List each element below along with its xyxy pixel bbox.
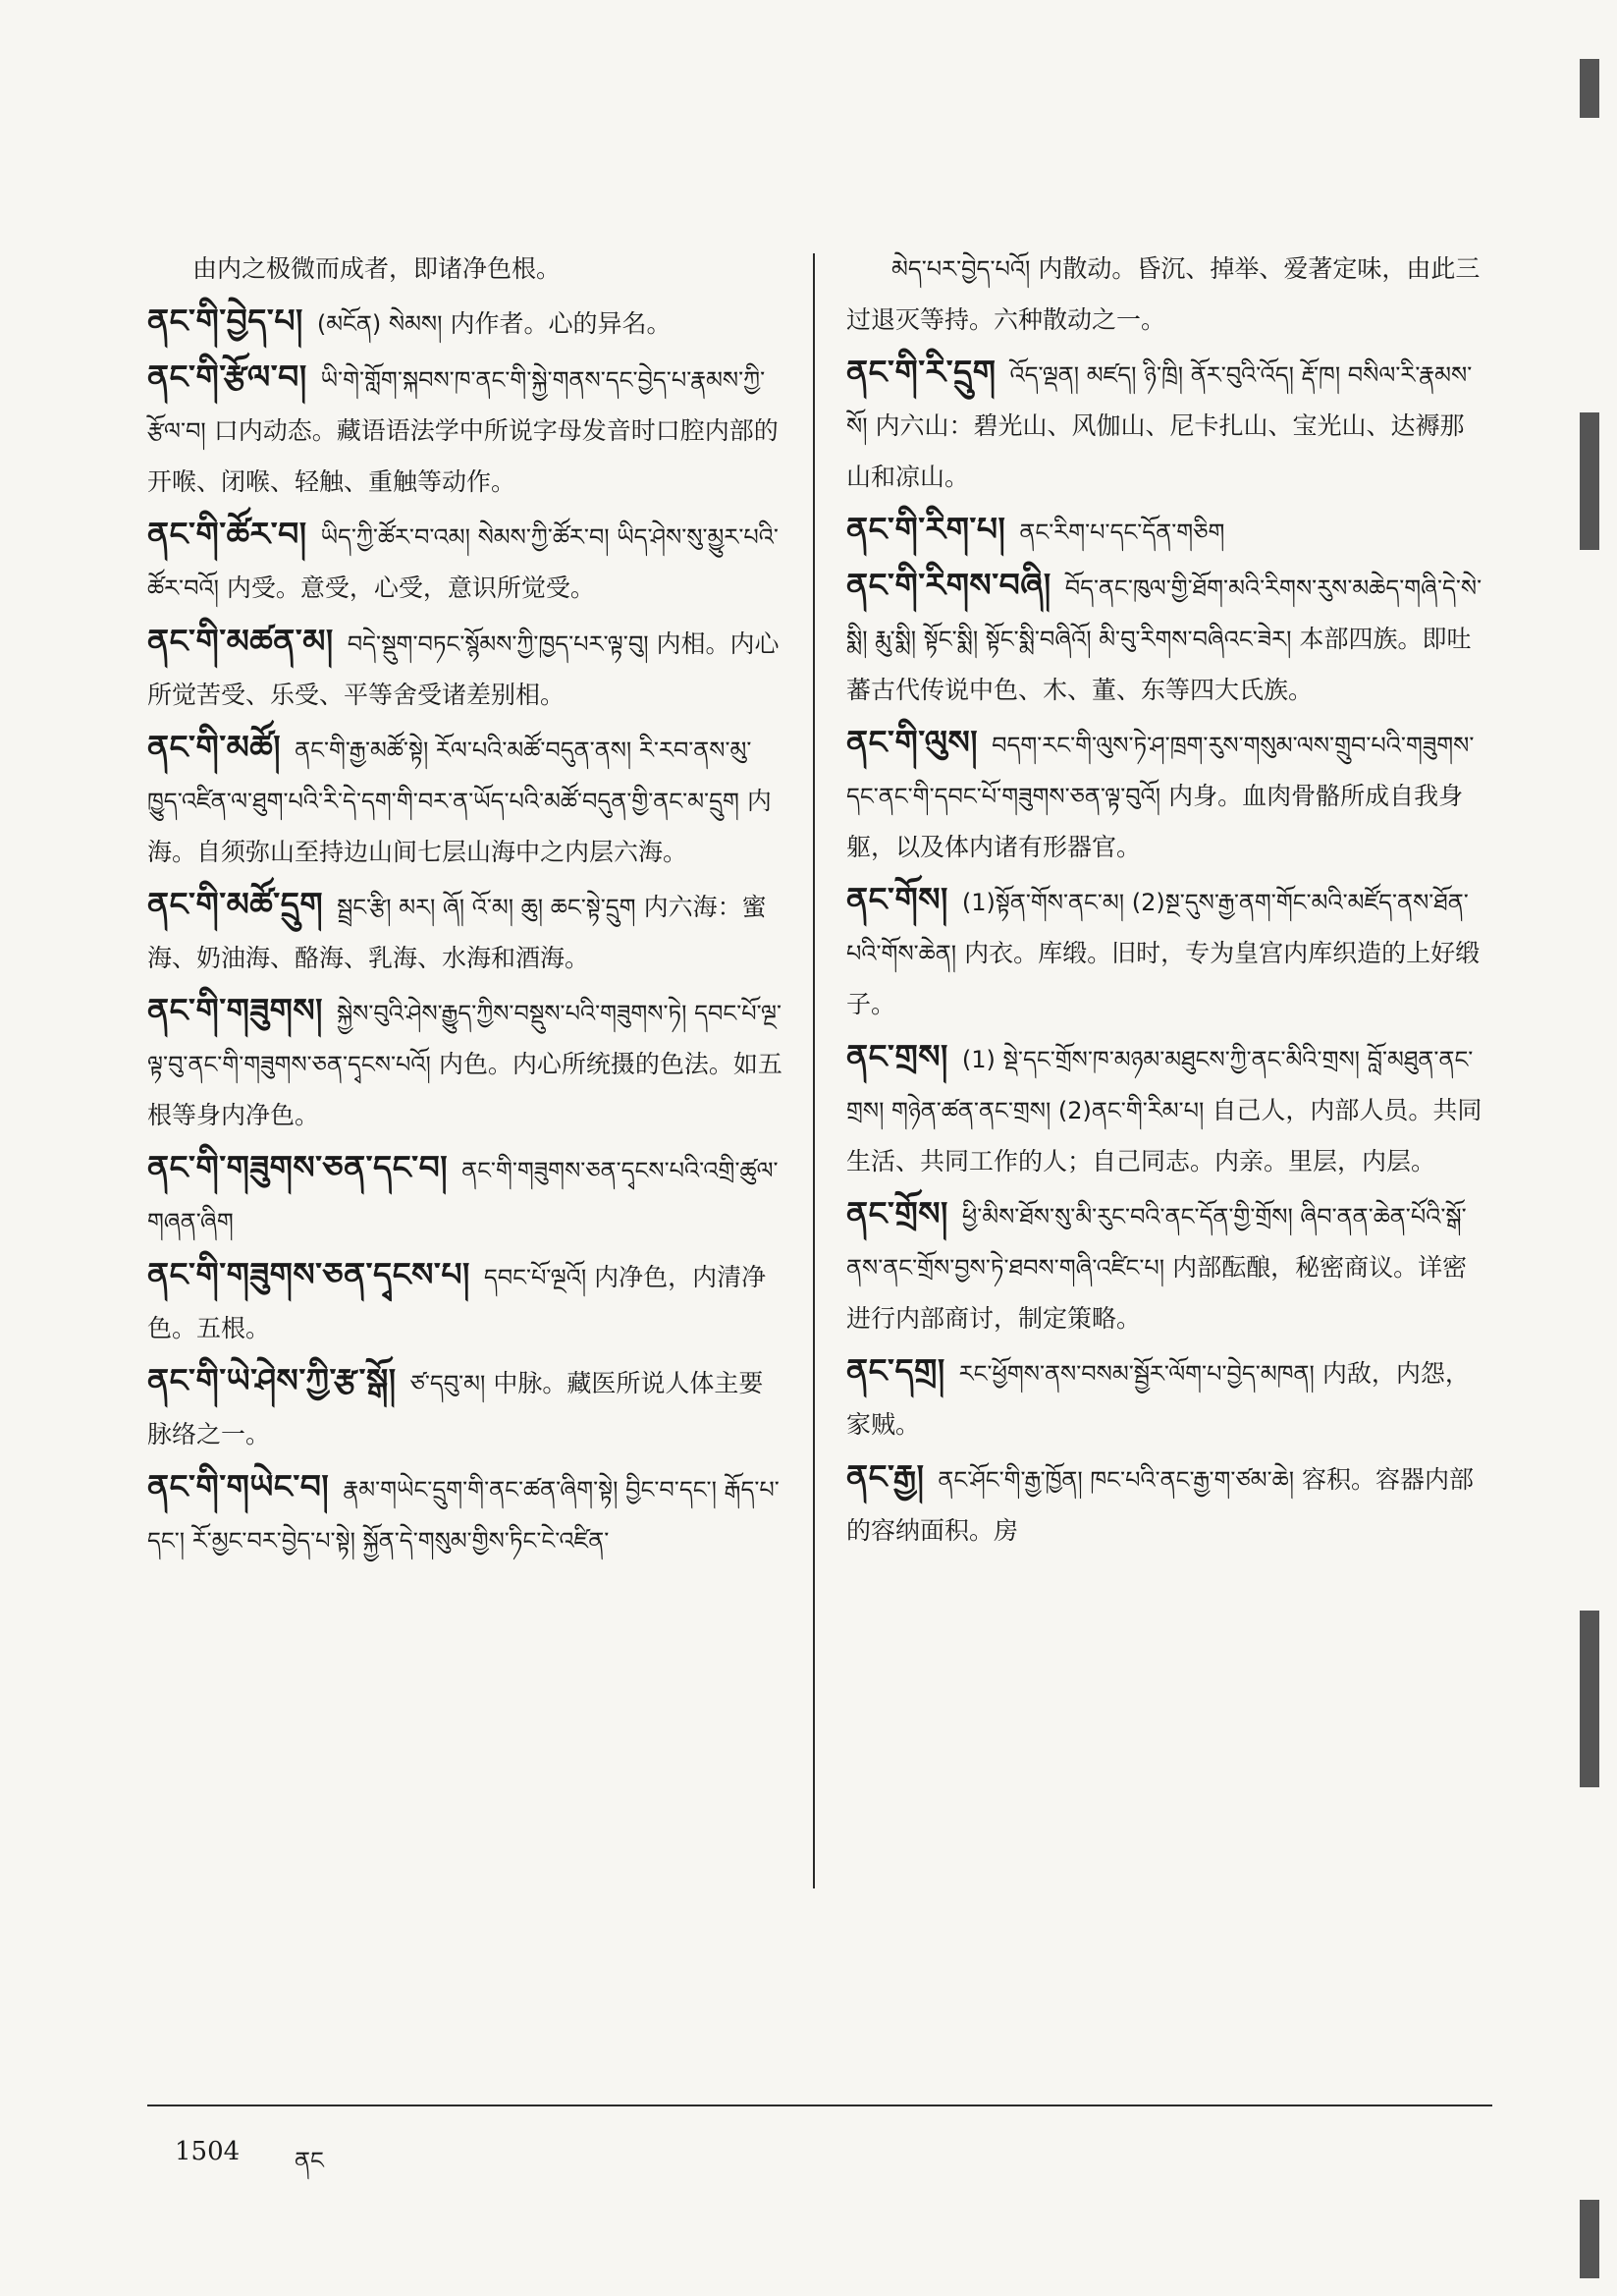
entry-tibetan-gloss: བདེ་སྡུག་བཏང་སྙོམས་ཀྱི་ཁྱད་པར་ལྟ་བུ།: [347, 630, 649, 658]
entry-headword: ནང་གི་རིག་པ།: [846, 510, 1006, 548]
dictionary-entry: [147, 879, 785, 983]
dictionary-entry: [147, 616, 785, 720]
dictionary-entry: [846, 1345, 1484, 1449]
entry-tibetan-gloss: (1)སྟོན་གོས་ནང་མ། (2)སྔ་དུས་རྒྱ་ནག་གོང་མའི་མཛོད་ནས་ཐོན་པའི་གོས་ཆེན།: [846, 889, 1469, 967]
entry-tibetan-gloss: རྣམ་གཡེང་དྲུག་གི་ནང་ཚན་ཞིག་སྟེ། བྱིང་བ་དང་། རྒོད་པ་དང་། རོ་མྱང་བར་བྱེད་པ་སྟེ། སྐྱོན་དེ་གསུམ་གྱིས་ཏིང་ངེ་འཛིན་: [147, 1476, 780, 1555]
entry-headword: ནང་གི་གཟུགས་ཅན་དང་བ།: [147, 1148, 449, 1186]
entry-tibetan-gloss: བོད་ནང་ཁུལ་གྱི་ཐོག་མའི་རིགས་རུས་མཆེད་གཞི་དེ་སེ་སྨི། རྨུ་སྨི། སྟོང་སྨི། སྟོང་སྨི་བཞིའོ། མི་བུ་རིགས་བཞིའང་ཟེར།: [846, 574, 1482, 653]
entry-tibetan-gloss: (མངོན) སེམས།: [316, 310, 443, 338]
entry-tibetan-gloss: རང་ཕྱོགས་ནས་བསམ་སྦྱོར་ལོག་པ་བྱེད་མཁན།: [958, 1360, 1315, 1388]
entry-headword: ནང་གྲོས།: [846, 1194, 948, 1232]
entry-definition: 由内之极微而成者，即诸净色根。: [192, 254, 562, 283]
entry-headword: ནང་གི་རྩོལ་བ།: [147, 357, 307, 396]
entry-definition: 内身。血肉骨骼所成自我身躯，以及体内诸有形器官。: [846, 782, 1464, 861]
left-column: [147, 244, 785, 1568]
entry-headword: ནང་གི་རི་དྲུག: [846, 353, 997, 391]
entry-definition: 本部四族。即吐蕃古代传说中色、木、董、东等四大氏族。: [846, 625, 1472, 704]
entry-definition: 内六山：碧光山、风伽山、尼卡扎山、宝光山、达褥那山和凉山。: [846, 411, 1465, 491]
entry-definition: 内散动。昏沉、掉举、爱著定味，由此三过退灭等持。六种散动之一。: [846, 254, 1481, 334]
right-column: [846, 244, 1484, 1558]
dictionary-entry: [846, 1031, 1484, 1186]
entry-tibetan-gloss: ནང་གི་རྒྱ་མཚོ་སྟེ། རོལ་པའི་མཚོ་བདུན་ནས། རི་རབ་ནས་མུ་ཁྱུད་འཛིན་ལ་ཐུག་པའི་རི་དེ་དག་གི་བར་ན་ཡོད་པའི་མཚོ་བདུན་གྱི་ནང་མ་དྲུག: [147, 737, 752, 815]
dictionary-entry: [147, 1461, 785, 1566]
entry-headword: ནང་གི་མཚན་མ།: [147, 622, 334, 660]
entry-headword: ནང་གི་ལུས།: [846, 723, 979, 761]
dictionary-entry: [147, 509, 785, 614]
entry-tibetan-gloss: ཡིད་ཀྱི་ཚོར་བ་འམ། སེམས་ཀྱི་ཚོར་བ། ཡིད་ཤེས་སུ་མྱུར་པའི་ཚོར་བའོ།: [147, 523, 779, 602]
entry-headword: ནང་གི་ཚོར་བ།: [147, 515, 307, 553]
dictionary-entry: [846, 504, 1484, 558]
entry-headword: ནང་གི་རིགས་བཞི།: [846, 566, 1051, 604]
dictionary-entry: [147, 985, 785, 1140]
entry-headword: ནང་གི་བྱེད་པ།: [147, 301, 303, 340]
dictionary-entry: [846, 874, 1484, 1029]
entry-tibetan-gloss: (1) སྡེ་དང་གྲོས་ཁ་མཉམ་མཐུངས་ཀྱི་ནང་མིའི་གྲས། བློ་མཐུན་ནང་གྲས། གཉེན་ཚན་ནང་གྲས། (2)ནང་གི་རིམ་པ།: [846, 1046, 1474, 1124]
dictionary-entry: [147, 1142, 785, 1247]
entry-definition: 自己人，内部人员。共同生活、共同工作的人；自己同志。内亲。里层，内层。: [846, 1096, 1482, 1175]
entry-definition: 内受。意受，心受，意识所觉受。: [226, 574, 595, 602]
entry-continuation: [147, 244, 785, 294]
entry-headword: ནང་གི་མཚོ།: [147, 728, 282, 766]
running-head: ནང: [295, 2147, 324, 2174]
entry-definition: 内相。内心所觉苦受、乐受、平等舍受诸差别相。: [147, 629, 780, 709]
entry-definition: 内部酝酿，秘密商议。详密进行内部商讨，制定策略。: [846, 1253, 1468, 1333]
entry-tibetan-gloss: བདག་རང་གི་ལུས་ཏེ་ཤ་ཁྲག་རུས་གསུམ་ལས་གྲུབ་པའི་གཟུགས་དང་ནང་གི་དབང་པོ་གཟུགས་ཅན་ལྟ་བུའོ།: [846, 732, 1475, 810]
entry-definition: 中脉。藏医所说人体主要脉络之一。: [147, 1369, 764, 1449]
entry-tibetan-gloss: ཕྱི་མིས་ཐོས་སུ་མི་རུང་བའི་ནང་དོན་གྱི་གྲོས། ཞིབ་ནན་ཆེན་པོའི་སྒོ་ནས་ནང་གྲོས་བྱས་ཏེ་ཐབས་གཞི་འཛིང་པ།: [846, 1203, 1467, 1282]
entry-definition: 内色。内心所统摄的色法。如五根等身内净色。: [147, 1050, 782, 1129]
entry-tibetan-gloss: ཙ་དབུ་མ།: [409, 1370, 486, 1397]
entry-headword: ནང་གོས།: [846, 880, 948, 918]
entry-tibetan-gloss: ནང་རིག་པ་དང་དོན་གཅིག: [1019, 519, 1225, 546]
entry-headword: ནང་རྒྱ།: [846, 1457, 925, 1496]
dictionary-entry: [147, 1355, 785, 1459]
entry-tibetan-gloss: ཡི་གེ་གློག་སྐབས་ཁ་ནང་གི་སྐྱེ་གནས་དང་བྱེད་པ་རྣམས་ཀྱི་རྩོལ་བ།: [147, 366, 766, 445]
entry-headword: ནང་དགྲ།: [846, 1351, 945, 1390]
entry-tibetan-gloss: མེད་པར་བྱེད་པའོ།: [891, 255, 1031, 283]
dictionary-entry: [846, 1188, 1484, 1343]
entry-definition: 内净色，内清净色。五根。: [147, 1263, 767, 1342]
entry-headword: ནང་གི་གཟུགས།: [147, 991, 323, 1029]
entry-headword: ནང་གི་གཟུགས་ཅན་དྭངས་པ།: [147, 1255, 470, 1293]
dictionary-entry: [846, 717, 1484, 872]
dictionary-entry: [846, 560, 1484, 715]
entry-headword: ནང་གྲས།: [846, 1037, 948, 1075]
dictionary-entry: [147, 722, 785, 877]
entry-tibetan-gloss: སྐྱེས་བུའི་ཤེས་རྒྱུད་ཀྱིས་བསྡུས་པའི་གཟུགས་ཏེ། དབང་པོ་ལྔ་ལྟ་བུ་ནང་གི་གཟུགས་ཅན་དྭངས་པའོ།: [147, 1000, 782, 1078]
dictionary-entry: [846, 347, 1484, 502]
entry-tibetan-gloss: སྦྲང་རྩི། མར། ཞོ། འོ་མ། ཆུ། ཆང་སྟེ་དྲུག: [337, 894, 636, 921]
entry-tibetan-gloss: ནང་ཤོང་གི་རྒྱ་ཁྱོན། ཁང་པའི་ནང་རྒྱ་ག་ཙམ་ཆེ།: [938, 1466, 1295, 1494]
dictionary-entry: [147, 296, 785, 350]
scan-edge-mark: [1580, 412, 1599, 550]
entry-headword: ནང་གི་གཡེང་བ།: [147, 1467, 330, 1505]
scan-edge-mark: [1580, 59, 1599, 118]
entry-definition: 口内动态。藏语语法学中所说字母发音时口腔内部的开喉、闭喉、轻触、重触等动作。: [147, 416, 779, 496]
scan-edge-mark: [1580, 1611, 1599, 1787]
page-number: 1504: [175, 2137, 241, 2166]
entry-definition: 内作者。心的异名。: [450, 309, 672, 338]
entry-definition: 容积。容器内部的容纳面积。房: [846, 1465, 1475, 1545]
entry-tibetan-gloss: འོད་ལྡན། མཛད། ཉི་ཁྲི། ནོར་བུའི་འོད། རྡོ་ཁ། བསིལ་རི་རྣམས་སོ།: [846, 361, 1473, 440]
entry-definition: 内敌，内怨，家贼。: [846, 1359, 1470, 1439]
footer-rule: [147, 2105, 1492, 2106]
entry-definition: 内海。自须弥山至持边山间七层山海中之内层六海。: [147, 787, 772, 866]
entry-continuation: [846, 244, 1484, 345]
dictionary-entry: [147, 1249, 785, 1353]
entry-headword: ནང་གི་ཡེ་ཤེས་ཀྱི་རྩ་སྒོ།: [147, 1361, 397, 1399]
dictionary-entry: [147, 352, 785, 507]
entry-tibetan-gloss: དབང་པོ་ལྔའོ།: [483, 1264, 587, 1291]
entry-headword: ནང་གི་མཚོ་དྲུག: [147, 885, 324, 923]
scan-edge-mark: [1580, 2200, 1599, 2278]
column-divider: [813, 253, 815, 1888]
dictionary-entry: [846, 1451, 1484, 1556]
entry-tibetan-gloss: ནང་གི་གཟུགས་ཅན་དྭངས་པའི་འགྲི་ཚུལ་གཞན་ཞིག: [147, 1157, 779, 1235]
entry-definition: 内衣。库缎。旧时，专为皇宫内库织造的上好缎子。: [846, 939, 1481, 1018]
entry-definition: 内六海：蜜海、奶油海、酪海、乳海、水海和酒海。: [147, 893, 767, 972]
